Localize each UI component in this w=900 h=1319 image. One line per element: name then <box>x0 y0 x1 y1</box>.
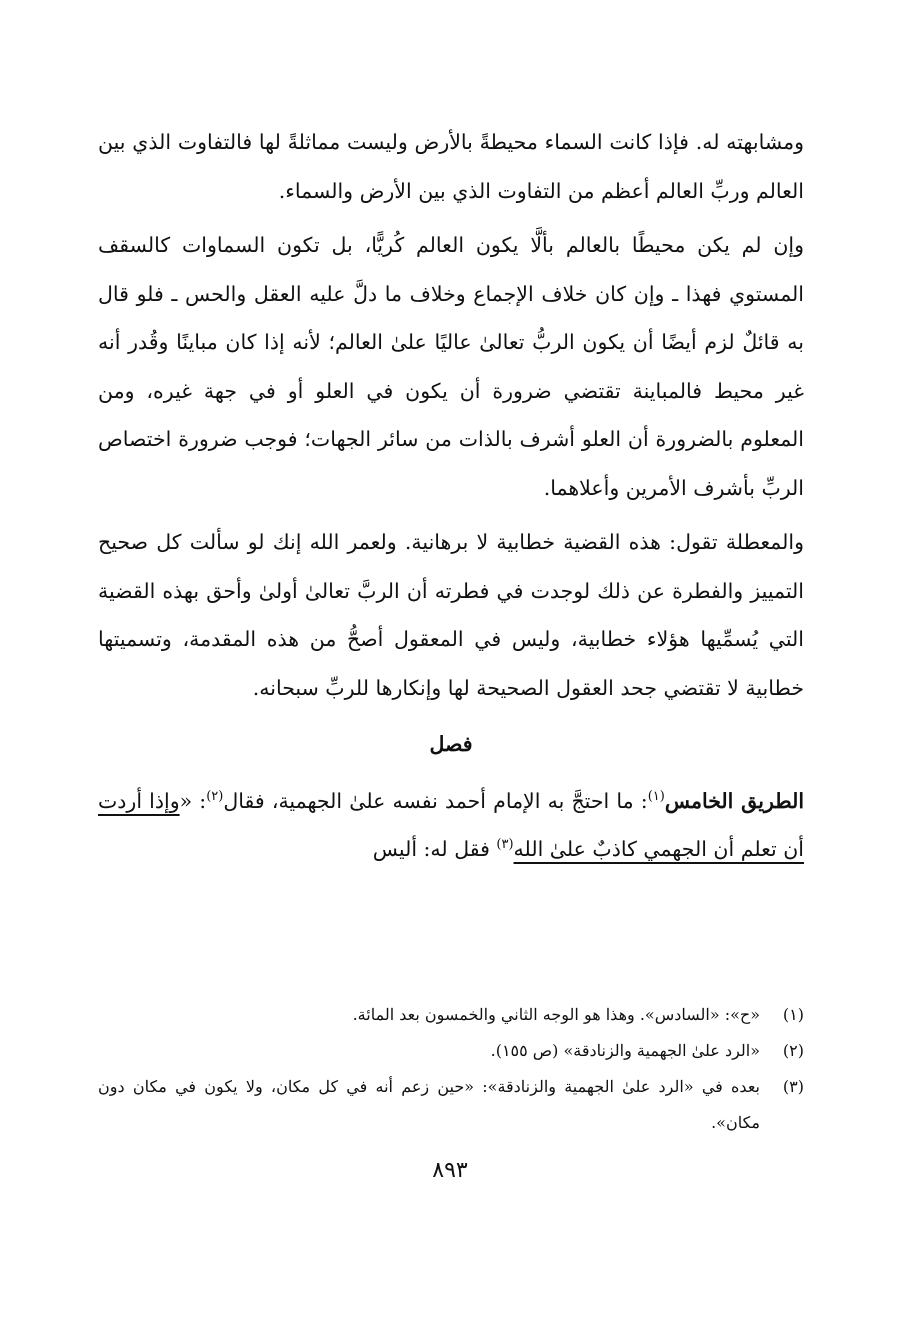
footnote-number: (١) <box>782 1005 804 1024</box>
footnote-item <box>98 1033 804 1069</box>
paragraph-2: وإن لم يكن محيطًا بالعالم بألَّا يكون العالم كُريًّا، بل تكون السماوات كالسقف المستوي فهذا ـ وإن كان خلاف الإجماع وخلاف ما دلَّ عليه العقل والحس ـ فلو قال به قائلٌ لزم أيضًا أن يكون الربُّ تعالىٰ عاليًا علىٰ العالم؛ لأنه إذا كان مباينًا وقُدر أنه غير محيط فالمباينة تقتضي ضرورة أن يكون في العلو أو في جهة غيره، ومن المعلوم بالضرورة أن العلو أشرف بالذات من سائر الجهات؛ فوجب ضرورة اختصاص الربِّ بأشرف الأمرين وأعلاهما. <box>98 233 805 500</box>
main-text <box>98 118 804 874</box>
footnote-text: «ح»: «السادس». وهذا هو الوجه الثاني والخمسون بعد المائة. <box>352 1005 760 1024</box>
footnote-ref-2[interactable]: (٢) <box>206 788 224 804</box>
paragraph-4 <box>98 777 804 874</box>
footnote-item <box>98 997 804 1033</box>
footnote-number: (٣) <box>782 1077 804 1096</box>
quoted-text: وإذا أردت أن تعلم أن الجهمي كاذبٌ علىٰ الله <box>98 788 804 861</box>
paragraph-3: والمعطلة تقول: هذه القضية خطابية لا برهانية. ولعمر الله إنك لو سألت كل صحيح التمييز والفطرة عن ذلك لوجدت في فطرته أن الربَّ تعالىٰ أولىٰ وأحق بهذه القضية التي يُسمِّيها هؤلاء خطابية، وليس في المعقول أصحُّ من هذه المقدمة، وتسميتها خطابية لا تقتضي جحد العقول الصحيحة لها وإنكارها للربِّ سبحانه. <box>98 530 804 700</box>
footnote-ref-1[interactable]: (١) <box>647 788 665 804</box>
footnote-text: «الرد علىٰ الجهمية والزنادقة» (ص ١٥٥). <box>490 1041 760 1060</box>
paragraph-4-text-c: فقل له: أليس <box>372 837 497 861</box>
paragraph-4-lead: الطريق الخامس <box>664 788 805 813</box>
footnote-number: (٢) <box>782 1041 804 1060</box>
paragraph-4-text-a: : ما احتجَّ به الإمام أحمد نفسه علىٰ الجهمية، فقال <box>223 788 648 813</box>
paragraph-4-text-b: : « <box>179 788 207 813</box>
footnotes <box>98 997 804 1141</box>
footnote-item <box>98 1069 804 1141</box>
paragraph-1: ومشابهته له. فإذا كانت السماء محيطةً بالأرض وليست مماثلةً لها فالتفاوت الذي بين العالم وربِّ العالم أعظم من التفاوت الذي بين الأرض والسماء. <box>98 130 804 203</box>
page-number: ٨٩٣ <box>432 1158 468 1183</box>
section-heading: فصل <box>429 732 473 756</box>
footnote-ref-3[interactable]: (٣) <box>496 837 514 853</box>
footnote-text: بعده في «الرد علىٰ الجهمية والزنادقة»: «حين زعم أنه في كل مكان، ولا يكون في مكان دون مكان». <box>98 1077 760 1132</box>
